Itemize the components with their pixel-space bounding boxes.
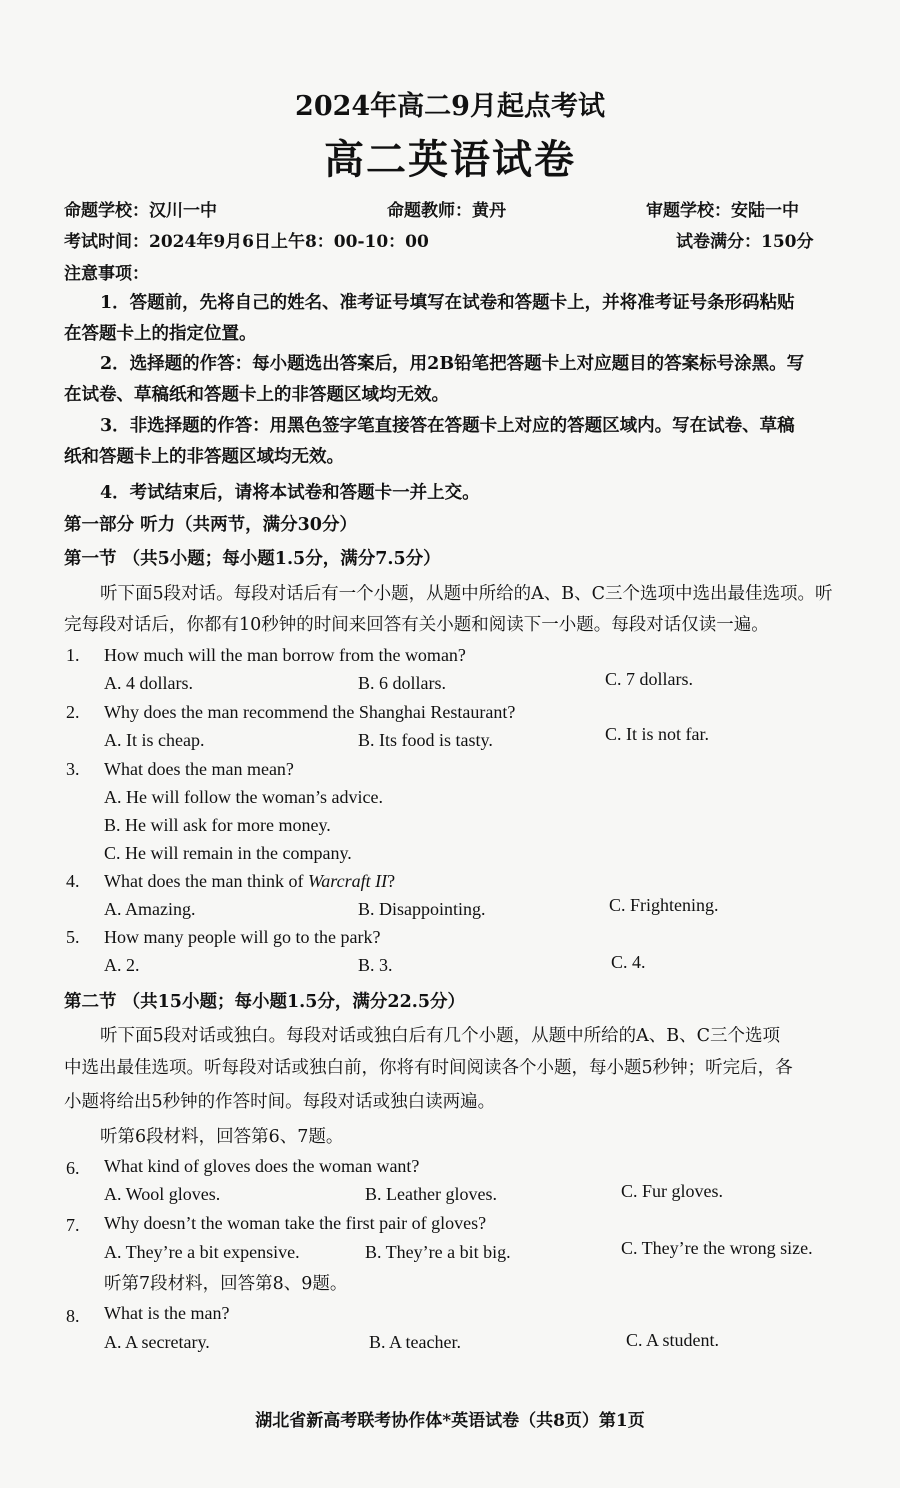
option-a: A. It is cheap. bbox=[104, 730, 205, 750]
option-a: A. 2. bbox=[104, 955, 140, 975]
option-c: C. Fur gloves. bbox=[621, 1181, 724, 1201]
exam-time: 考试时间：2024年9月6日上午8：00-10：00 bbox=[64, 232, 429, 252]
option-c: C. It is not far. bbox=[605, 724, 709, 744]
option-c: C. He will remain in the company. bbox=[104, 843, 352, 863]
option-b: B. He will ask for more money. bbox=[104, 815, 331, 835]
option-c: C. They’re the wrong size. bbox=[621, 1238, 813, 1258]
option-b: B. 3. bbox=[358, 955, 393, 975]
notes-heading: 注意事项： bbox=[64, 264, 149, 284]
section-1-instruction-line-1: 听下面5段对话。每段对话后有一个小题，从题中所给的A、B、C三个选项中选出最佳选项。听 bbox=[100, 584, 833, 604]
option-c: C. A student. bbox=[626, 1330, 720, 1350]
option-b: B. A teacher. bbox=[369, 1332, 461, 1352]
option-b: B. 6 dollars. bbox=[358, 673, 446, 693]
page-footer: 湖北省新高考联考协作体*英语试卷（共8页）第1页 bbox=[255, 1411, 645, 1431]
section-2-heading: 第二节 （共15小题；每小题1.5分，满分22.5分） bbox=[64, 992, 466, 1012]
question-number: 4. bbox=[66, 871, 80, 891]
option-b: B. Its food is tasty. bbox=[358, 730, 493, 750]
question-stem: What is the man? bbox=[104, 1303, 230, 1323]
option-c: C. 4. bbox=[611, 952, 646, 972]
question-number: 7. bbox=[66, 1215, 80, 1235]
question-stem bbox=[104, 871, 395, 892]
material-7-note: 听第7段材料，回答第8、9题。 bbox=[104, 1274, 348, 1294]
part-1-heading: 第一部分 听力（共两节，满分30分） bbox=[64, 515, 357, 535]
question-number: 6. bbox=[66, 1158, 80, 1178]
paper-title: 高二英语试卷 bbox=[324, 136, 576, 183]
setter-school: 命题学校：汉川一中 bbox=[64, 201, 217, 221]
note-3-line-2: 纸和答题卡上的非答题区域均无效。 bbox=[64, 447, 344, 467]
question-stem-text: What does the man think of bbox=[104, 871, 308, 891]
note-1-line-1: 1．答题前，先将自己的姓名、准考证号填写在试卷和答题卡上，并将准考证号条形码粘贴 bbox=[100, 293, 795, 313]
question-number: 8. bbox=[66, 1306, 80, 1326]
question-stem: What kind of gloves does the woman want? bbox=[104, 1156, 420, 1176]
option-a: A. 4 dollars. bbox=[104, 673, 193, 693]
full-score: 试卷满分：150分 bbox=[676, 232, 814, 252]
review-school: 审题学校：安陆一中 bbox=[646, 201, 799, 221]
question-number: 5. bbox=[66, 927, 80, 947]
question-number: 1. bbox=[66, 645, 80, 665]
question-number: 2. bbox=[66, 702, 80, 722]
material-6-note: 听第6段材料，回答第6、7题。 bbox=[100, 1127, 344, 1147]
question-stem: Why doesn’t the woman take the first pair of gloves? bbox=[104, 1213, 487, 1233]
section-2-instruction-line-2: 中选出最佳选项。听每段对话或独白前，你将有时间阅读各个小题，每小题5秒钟；听完后，各 bbox=[64, 1058, 793, 1078]
option-b: B. Disappointing. bbox=[358, 899, 486, 919]
question-number: 3. bbox=[66, 759, 80, 779]
note-1-line-2: 在答题卡上的指定位置。 bbox=[64, 324, 257, 344]
question-mark: ? bbox=[387, 871, 396, 891]
setter-teacher: 命题教师：黄丹 bbox=[387, 201, 506, 221]
option-a: A. Wool gloves. bbox=[104, 1184, 221, 1204]
note-2-line-1: 2．选择题的作答：每小题选出答案后，用2B铅笔把答题卡上对应题目的答案标号涂黑。写 bbox=[100, 354, 805, 374]
question-stem: Why does the man recommend the Shanghai Restaurant? bbox=[104, 702, 516, 722]
option-c: C. Frightening. bbox=[609, 895, 719, 915]
option-a: A. A secretary. bbox=[104, 1332, 210, 1352]
note-4: 4．考试结束后，请将本试卷和答题卡一并上交。 bbox=[100, 483, 480, 503]
game-title: Warcraft II bbox=[307, 871, 388, 891]
option-a: A. They’re a bit expensive. bbox=[104, 1242, 300, 1262]
question-stem: What does the man mean? bbox=[104, 759, 294, 779]
note-3-line-1: 3．非选择题的作答：用黑色签字笔直接答在答题卡上对应的答题区域内。写在试卷、草稿 bbox=[100, 416, 795, 436]
section-2-instruction-line-3: 小题将给出5秒钟的作答时间。每段对话或独白读两遍。 bbox=[64, 1092, 496, 1112]
note-2-line-2: 在试卷、草稿纸和答题卡上的非答题区域均无效。 bbox=[64, 385, 449, 405]
section-1-heading: 第一节 （共5小题；每小题1.5分，满分7.5分） bbox=[64, 549, 441, 569]
option-a: A. Amazing. bbox=[104, 899, 196, 919]
option-c: C. 7 dollars. bbox=[605, 669, 693, 689]
section-2-instruction-line-1: 听下面5段对话或独白。每段对话或独白后有几个小题，从题中所给的A、B、C三个选项 bbox=[100, 1026, 781, 1046]
option-b: B. They’re a bit big. bbox=[365, 1242, 511, 1262]
question-stem: How much will the man borrow from the woman? bbox=[104, 645, 466, 665]
option-a: A. He will follow the woman’s advice. bbox=[104, 787, 383, 807]
exam-title: 2024年高二9月起点考试 bbox=[295, 91, 605, 122]
section-1-instruction-line-2: 完每段对话后，你都有10秒钟的时间来回答有关小题和阅读下一小题。每段对话仅读一遍。 bbox=[64, 615, 769, 635]
question-stem: How many people will go to the park? bbox=[104, 927, 381, 947]
option-b: B. Leather gloves. bbox=[365, 1184, 497, 1204]
